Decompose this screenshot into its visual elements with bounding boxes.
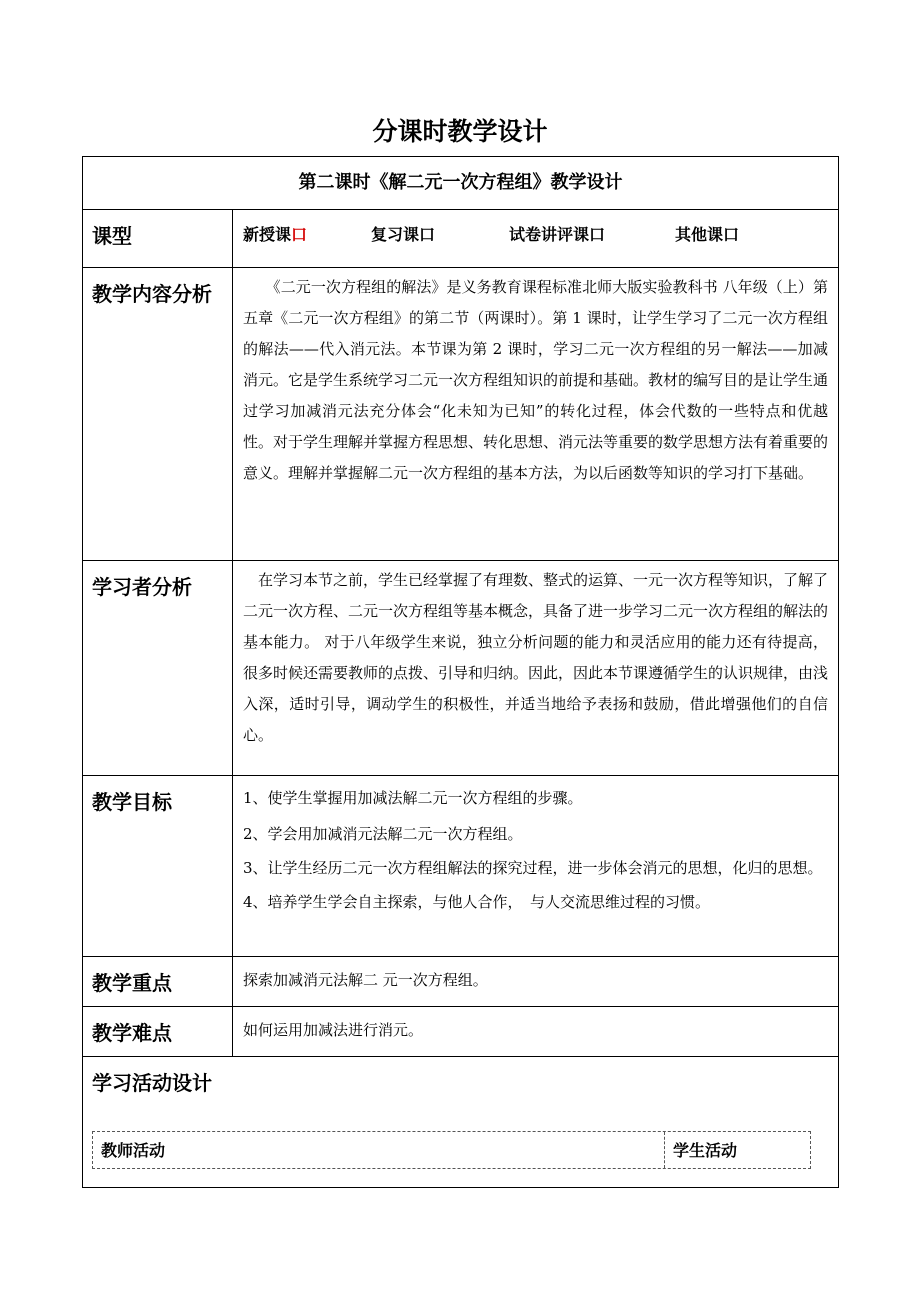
difficulty-row	[83, 1007, 839, 1057]
content-analysis-text: 《二元一次方程组的解法》是义务教育课程标准北师大版实验教科书 八年级（上）第五章《二元一次方程组》的第二节（两课时）。第 1 课时，让学生学习了二元一次方程组的解法——代入消元法。本节课为第 2 课时，学习二元一次方程组的另一解法——加减消元。它是学生系统学习二元一次方程组知识的前提和基础。教材的编写目的是让学生通过学习加减消元法充分体会“化未知为已知”的转化过程，体会代数的一些特点和优越性。对于学生理解并掌握方程思想、转化思想、消元法等重要的数学思想方法有着重要的意义。理解并掌握解二元一次方程组的基本方法，为以后函数等知识的学习打下基础。	[233, 268, 839, 561]
goal-item: 3、让学生经历二元一次方程组解法的探究过程，进一步体会消元的思想，化归的思想。	[243, 859, 823, 877]
goal-item: 1、使学生掌握用加减法解二元一次方程组的步骤。	[243, 789, 583, 807]
activity-label: 学习活动设计	[92, 1071, 212, 1095]
course-type-label: 课型	[83, 210, 233, 268]
goal-item: 4、培养学生学会自主探索，与他人合作， 与人交流思维过程的习惯。	[243, 893, 711, 911]
difficulty-text: 如何运用加减法进行消元。	[233, 1007, 839, 1057]
lesson-title: 第二课时《解二元一次方程组》教学设计	[83, 157, 839, 210]
activity-section	[83, 1057, 839, 1188]
goal-item: 2、学会用加减消元法解二元一次方程组。	[243, 825, 523, 843]
teacher-activity-header: 教师活动	[93, 1132, 665, 1168]
option-review-lesson[interactable]: 复习课口	[371, 225, 436, 244]
content-analysis-label: 教学内容分析	[83, 268, 233, 561]
learner-analysis-label: 学习者分析	[83, 561, 233, 776]
teaching-goals-list	[233, 776, 839, 957]
course-type-row	[83, 210, 839, 268]
difficulty-label: 教学难点	[83, 1007, 233, 1057]
student-activity-header: 学生活动	[673, 1141, 738, 1160]
learner-analysis-text: 在学习本节之前，学生已经掌握了有理数、整式的运算、一元一次方程等知识，了解了二元一次方程、二元一次方程组等基本概念，具备了进一步学习二元一次方程组的解法的基本能力。 对于八年级学生来说，独立分析问题的能力和灵活应用的能力还有待提高，很多时候还需要教师的点拨、引导和归纳。因此，因此本节课遵循学生的认识规律，由浅入深，适时引导，调动学生的积极性，并适当地给予表扬和鼓励，借此增强他们的自信心。	[233, 561, 839, 776]
teaching-goals-row	[83, 776, 839, 957]
activity-table	[92, 1131, 811, 1169]
key-point-text: 探索加减消元法解二 元一次方程组。	[233, 957, 839, 1007]
option-new-lesson-label: 新授课	[243, 225, 292, 244]
checkbox-new-lesson[interactable]: 口	[291, 225, 308, 244]
key-point-row	[83, 957, 839, 1007]
learner-analysis-row	[83, 561, 839, 776]
option-new-lesson[interactable]	[243, 222, 371, 245]
content-analysis-row	[83, 268, 839, 561]
course-type-options	[233, 210, 839, 268]
lesson-plan-table	[82, 156, 839, 1188]
teaching-goals-label: 教学目标	[83, 776, 233, 957]
document-title: 分课时教学设计	[372, 117, 548, 146]
option-exam-review-lesson[interactable]: 试卷讲评课口	[509, 225, 606, 244]
key-point-label: 教学重点	[83, 957, 233, 1007]
activity-row	[83, 1057, 839, 1188]
option-other-lesson[interactable]: 其他课口	[675, 225, 740, 244]
